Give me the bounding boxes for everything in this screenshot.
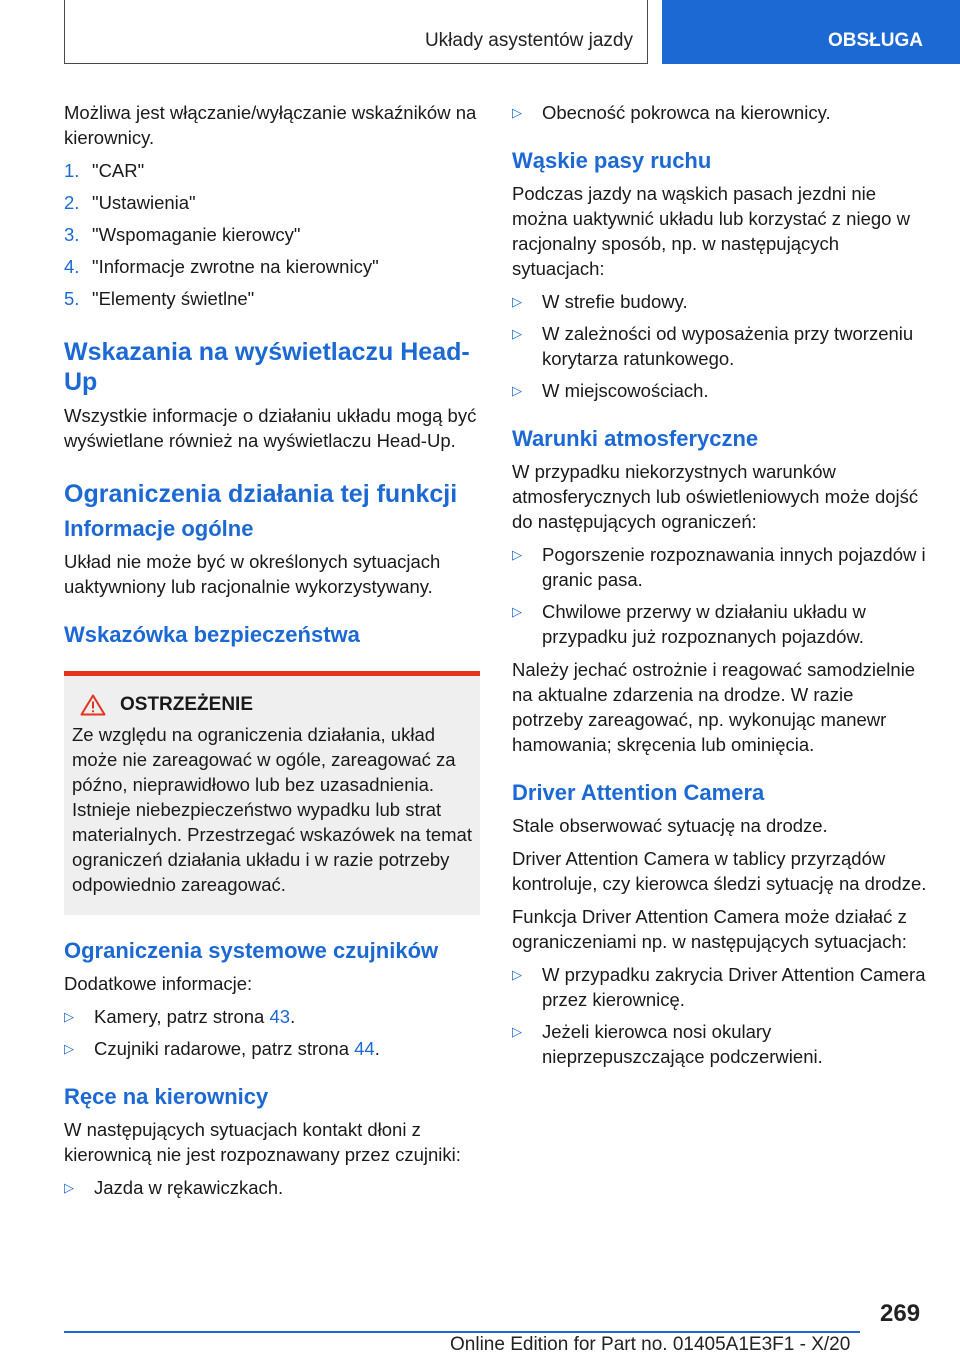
steps-list xyxy=(64,158,480,311)
hands-text: W następujących sytuacjach kontakt dłoni z kierownicą nie jest rozpoznawany przez czujniki: xyxy=(64,1119,461,1165)
item-text: Czujniki radarowe, patrz strona xyxy=(94,1038,355,1059)
hud-heading: Wskazania na wyświetlaczu Head-Up xyxy=(64,338,470,396)
list-item xyxy=(512,100,928,125)
item-text: W przypadku zakrycia Driver Attention Camera przez kierownicę. xyxy=(542,964,926,1010)
camera-heading: Driver Attention Camera xyxy=(512,780,765,805)
triangle-bullet-icon: ▷ xyxy=(512,294,522,309)
general-text: Układ nie może być w określonych sytuacjach uaktywniony lub racjonalnie wykorzystywany. xyxy=(64,551,441,597)
camera-text-3: Funkcja Driver Attention Camera może działać z ograniczeniami np. w następujących sytuacjach: xyxy=(512,906,907,952)
weather-heading: Warunki atmosferyczne xyxy=(512,426,759,451)
limits-heading: Ograniczenia działania tej funkcji xyxy=(64,480,458,508)
list-item xyxy=(64,1004,480,1029)
narrow-heading: Wąskie pasy ruchu xyxy=(512,148,712,173)
item-text: Jazda w rękawiczkach. xyxy=(94,1177,284,1198)
item-end: . xyxy=(290,1006,296,1027)
triangle-bullet-icon: ▷ xyxy=(512,383,522,398)
narrow-text: Podczas jazdy na wąskich pasach jezdni nie można uaktywnić układu lub korzystać z niego w racjonalny sposób, np. w następujących sytuacjach: xyxy=(512,183,910,279)
list-item xyxy=(512,378,928,403)
top-list xyxy=(512,100,928,125)
warning-triangle-icon xyxy=(80,694,106,716)
triangle-bullet-icon: ▷ xyxy=(512,105,522,120)
footer-rule xyxy=(64,1331,860,1333)
item-text: W strefie budowy. xyxy=(542,291,688,312)
triangle-bullet-icon: ▷ xyxy=(512,547,522,562)
page-link[interactable]: 44 xyxy=(354,1038,375,1059)
item-end: . xyxy=(374,1038,380,1059)
weather-list xyxy=(512,542,928,649)
hud-text: Wszystkie informacje o działaniu układu mogą być wyświetlane również na wyświetlaczu Head-Up. xyxy=(64,405,477,451)
list-item xyxy=(64,254,480,279)
hands-heading: Ręce na kierownicy xyxy=(64,1084,269,1109)
intro-text: Możliwa jest włączanie/wyłączanie wskaźników na kierownicy. xyxy=(64,102,477,148)
left-column xyxy=(64,100,480,1208)
item-text: Jeżeli kierowca nosi okulary nieprzepuszczające podczerwieni. xyxy=(542,1021,823,1067)
narrow-list xyxy=(512,289,928,403)
list-item xyxy=(64,222,480,247)
item-text: Kamery, patrz strona xyxy=(94,1006,270,1027)
warning-text: Ze względu na ograniczenia działania, układ może nie zareagować w ogóle, zareagować za późno, nieprawidłowo lub bez uzasadnienia. Istnieje niebezpieczeństwo wypadku lub strat materialnych. Przestrzegać wskazówek na temat ograniczeń działania układu i w razie potrzeby odpowiednio zareagować. xyxy=(72,724,472,895)
safety-heading: Wskazówka bezpieczeństwa xyxy=(64,622,360,647)
right-column xyxy=(512,100,928,1077)
list-item xyxy=(512,542,928,592)
item-text: Chwilowe przerwy w działaniu układu w przypadku już rozpoznanych pojazdów. xyxy=(542,601,866,647)
page-link[interactable]: 43 xyxy=(269,1006,291,1027)
camera-text-2: Driver Attention Camera w tablicy przyrządów kontroluje, czy kierowca śledzi sytuację na drodze. xyxy=(512,848,927,894)
item-text: W zależności od wyposażenia przy tworzeniu korytarza ratunkowego. xyxy=(542,323,914,369)
page-number: 269 xyxy=(880,1300,921,1327)
camera-list xyxy=(512,962,928,1069)
weather-text: W przypadku niekorzystnych warunków atmosferycznych lub oświetleniowych może dojść do następujących ograniczeń: xyxy=(512,461,919,532)
triangle-bullet-icon: ▷ xyxy=(512,326,522,341)
step-number: 5. xyxy=(64,288,80,309)
sensor-text: Dodatkowe informacje: xyxy=(64,973,253,994)
list-item xyxy=(64,1175,480,1200)
list-item xyxy=(64,1036,480,1061)
step-text: "Ustawienia" xyxy=(92,192,196,213)
item-text: Obecność pokrowca na kierownicy. xyxy=(542,102,831,123)
list-item xyxy=(64,158,480,183)
item-text: W miejscowościach. xyxy=(542,380,709,401)
list-item xyxy=(64,190,480,215)
triangle-bullet-icon: ▷ xyxy=(64,1180,74,1195)
header-title: Układy asystentów jazdy xyxy=(424,30,633,51)
warning-title-row xyxy=(72,694,472,716)
triangle-bullet-icon: ▷ xyxy=(512,967,522,982)
list-item xyxy=(64,286,480,311)
triangle-bullet-icon: ▷ xyxy=(64,1009,74,1024)
list-item xyxy=(512,962,928,1012)
step-text: "Elementy świetlne" xyxy=(92,288,255,309)
list-item xyxy=(512,1019,928,1069)
list-item xyxy=(512,321,928,371)
triangle-bullet-icon: ▷ xyxy=(64,1041,74,1056)
warning-box xyxy=(64,671,480,915)
header-box xyxy=(64,0,648,64)
triangle-bullet-icon: ▷ xyxy=(512,1024,522,1039)
footer-edition-text xyxy=(450,1334,850,1356)
hands-list xyxy=(64,1175,480,1200)
step-number: 2. xyxy=(64,192,80,213)
footer-link[interactable]: Online Edition for Part no. 01405A1E3F1 - X/20 xyxy=(450,1334,851,1355)
step-text: "CAR" xyxy=(92,160,145,181)
item-text: Pogorszenie rozpoznawania innych pojazdów i granic pasa. xyxy=(542,544,926,590)
weather-after-text: Należy jechać ostrożnie i reagować samodzielnie na aktualne zdarzenia na drodze. W razie potrzeby zareagować, np. wykonując manewr hamowania; skręcenia lub ominięcia. xyxy=(512,659,916,755)
triangle-bullet-icon: ▷ xyxy=(512,604,522,619)
sensor-heading: Ograniczenia systemowe czujników xyxy=(64,938,439,963)
step-number: 1. xyxy=(64,160,80,181)
sensor-list xyxy=(64,1004,480,1061)
step-number: 4. xyxy=(64,256,80,277)
warning-title: OSTRZEŻENIE xyxy=(120,694,254,715)
list-item xyxy=(512,599,928,649)
step-text: "Informacje zwrotne na kierownicy" xyxy=(92,256,379,277)
camera-text-1: Stale obserwować sytuację na drodze. xyxy=(512,815,828,836)
list-item xyxy=(512,289,928,314)
step-text: "Wspomaganie kierowcy" xyxy=(92,224,301,245)
general-heading: Informacje ogólne xyxy=(64,516,254,541)
step-number: 3. xyxy=(64,224,80,245)
header-tab[interactable]: OBSŁUGA xyxy=(662,0,960,64)
